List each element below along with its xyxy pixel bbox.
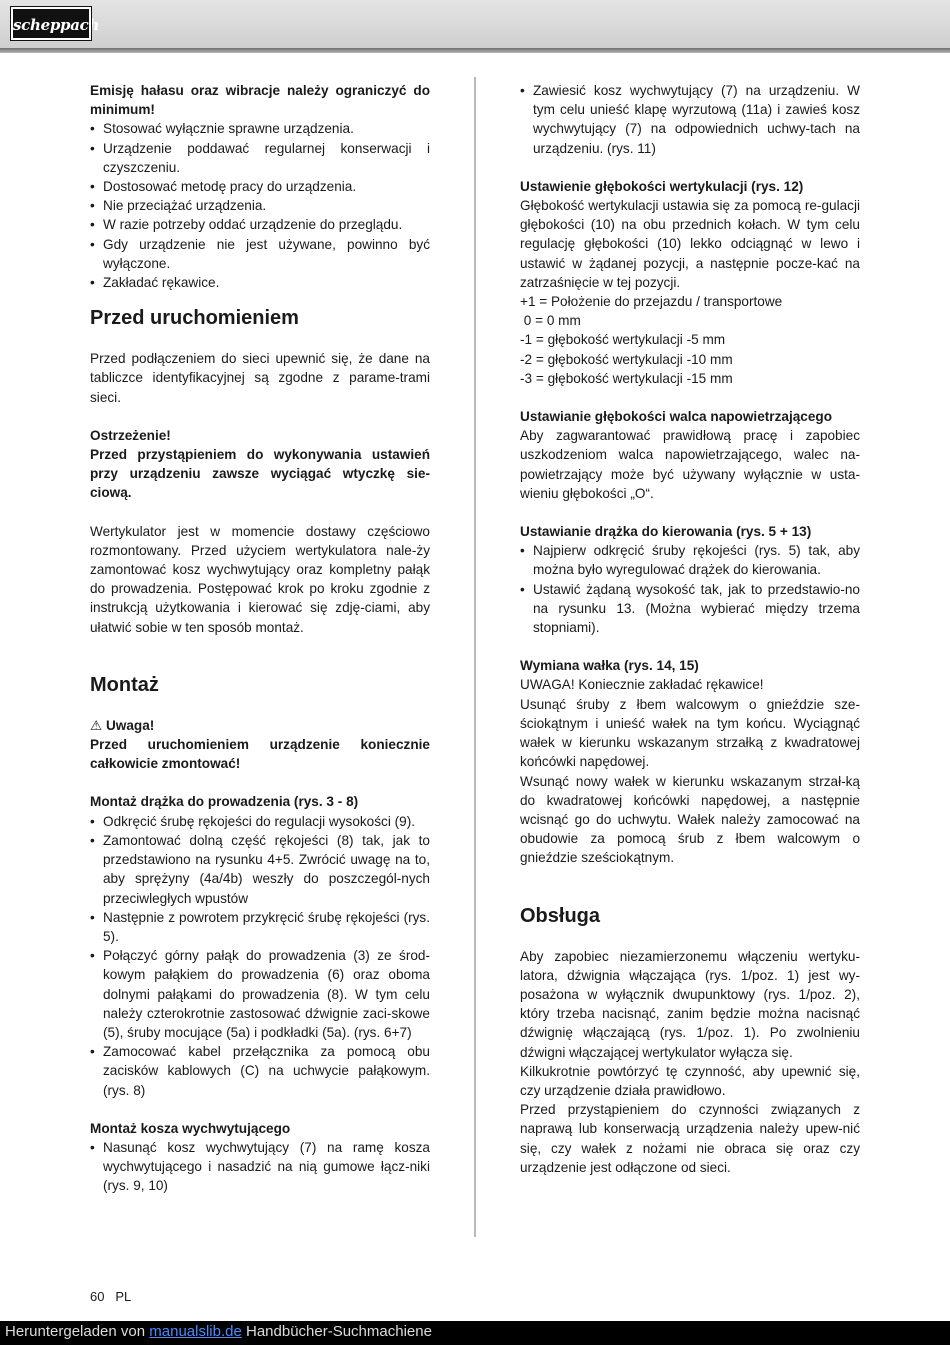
operation-paragraph: Aby zapobiec niezamierzonemu włączeniu wertyku-latora, dźwignia włączająca (rys. 1/poz. 1) jest wy-posażona w wyłącznik dwupunktowy (rys. 1/poz. 2), który trzeba nacisnąć, zanim będzie można nacisnąć dźwignię włączającą (rys. 1/poz. 1). Po zwolnieniu dźwigni włączającej wertykulator wyłącza się. Kilkukrotnie powtórzyć tę czynność, aby upewnić się, czy urządzenie działa prawidłowo. Przed przystąpieniem do czynności związanych z naprawą lub konserwacją urządzenia należy upew-nić się, czy wałek z nożami nie obraca się oraz czy urządzenie jest odłączone od sieci. (520, 948, 860, 1175)
list-item: • Nie przeciążać urządzenia. (90, 196, 430, 215)
header-band (0, 0, 950, 48)
caution-text: Przed uruchomieniem urządzenie koniecznie całkowicie zmontować! (90, 737, 430, 772)
caution-line (90, 716, 430, 735)
list-item: • Gdy urządzenie nie jest używane, powinno być wyłączone. (90, 235, 430, 273)
manualslib-link[interactable]: manualslib.de (149, 1323, 242, 1340)
noise-heading: Emisję hałasu oraz wibracje należy ograniczyć do minimum! (90, 83, 430, 118)
basket-assembly-heading: Montaż kosza wychwytującego (90, 1120, 291, 1136)
list-item: • Najpierw odkręcić śruby rękojeści (rys. 5) tak, aby można było wyregulować drążek do kierowania. (520, 541, 860, 579)
shaft-paragraph: UWAGA! Koniecznie zakładać rękawice! Usunąć śruby z łbem walcowym o gnieździe sze-ściokątnym i unieść wałek na tym końcu. Wyciągnąć wałek w kierunku wskazanym strzałką z kwadratowej końcówki napędowej. Wsunąć nowy wałek w kierunku wskazanym strzał-ką do kwadratowej końcówki napędowej, a następnie wcisnąć go do uchwytu. Wałek należy zamocować na obudowie za pomocą śrub z łbem walcowym o gnieździe sześciokątnym. (520, 677, 860, 866)
handle-assembly-list (90, 812, 430, 1100)
basket-assembly-list (90, 1138, 430, 1196)
roller-heading: Ustawianie głębokości walca napowietrzającego (520, 409, 833, 425)
caution-label: Uwaga! (105, 717, 155, 733)
download-banner (0, 1321, 950, 1345)
shaft-heading: Wymiana wałka (rys. 14, 15) (520, 658, 699, 674)
download-prefix: Heruntergeladen von (5, 1323, 150, 1340)
list-item: • Zawiesić kosz wychwytujący (7) na urządzeniu. W tym celu unieść klapę wyrzutową (11a) i zawieś kosz wychwytujący (7) na odpowiednich uchwy-tach na urządzeniu. (rys. 11) (520, 81, 860, 158)
list-item: • Zamocować kabel przełącznika za pomocą obu zacisków kablowych (C) na uchwycie pałąkowym. (rys. 8) (90, 1042, 430, 1100)
depth-setting-line: +1 = Położenie do przejazdu / transportowe (520, 294, 783, 310)
left-column (90, 81, 430, 1196)
list-item: • W razie potrzeby oddać urządzenie do przeglądu. (90, 215, 430, 234)
basket-hang-list (520, 81, 860, 158)
list-item: • Dostosować metodę pracy do urządzenia. (90, 177, 430, 196)
list-item: • Odkręcić śrubę rękojeści do regulacji wysokości (9). (90, 812, 430, 831)
page-number: 60 (90, 1289, 105, 1304)
header-divider (0, 48, 950, 53)
before-start-paragraph: Przed podłączeniem do sieci upewnić się, że dane na tabliczce identyfikacyjnej są zgodne z parame-trami sieci. (90, 351, 430, 405)
depth-setting-line: 0 = 0 mm (520, 313, 581, 329)
list-item: • Zakładać rękawice. (90, 273, 430, 292)
list-item: • Połączyć górny pałąk do prowadzenia (3) ze środ-kowym pałąkiem do prowadzenia (6) oraz oboma dolnymi pałąkami do prowadzenia (8). W tym celu należy czterokrotnie zastosować dźwignie zaci-skowe (5), śruby mocujące (5a) i podkładki (5a). (rys. 6+7) (90, 946, 430, 1042)
language-code: PL (115, 1289, 132, 1304)
delivery-paragraph: Wertykulator jest w momencie dostawy częściowo rozmontowany. Przed użyciem wertykulatora nale-ży zamontować kosz wychwytujący oraz kompletny pałąk do prowadzenia. Postępować krok po kroku zgodnie z instrukcją użytkowania i kierować się zdję-ciami, aby ułatwić sobie w ten sposób montaż. (90, 523, 430, 635)
list-item: • Zamontować dolną część rękojeści (8) tak, jak to przedstawiono na rysunku 4+5. Zwrócić uwagę na to, aby sprężyny (4a/4b) weszły do poszczegól-nych przeciwległych wpustów (90, 831, 430, 908)
warning-triangle-icon: ⚠ (90, 717, 103, 733)
section-title-operation: Obsługa (520, 904, 601, 927)
download-suffix: Handbücher-Suchmachiene (241, 1323, 432, 1340)
warning-label: Ostrzeżenie! (90, 427, 171, 443)
column-divider (474, 77, 476, 1237)
warning-text: Przed przystąpieniem do wykonywania ustawień przy urządzeniu zawsze wyciągać wtyczkę sie-ciową. (90, 447, 430, 501)
depth-paragraph: Głębokość wertykulacji ustawia się za pomocą re-gulacji głębokości (10) na obu przednich kołach. W tym celu regulację głębokości (10) lekko odciągnąć w lewo i ustawić w żądanej pozycji, a następnie pocze-kać na zatrzaśnięcie w tej pozycji. (520, 198, 860, 290)
section-title-before-start: Przed uruchomieniem (90, 307, 299, 330)
list-item: • Następnie z powrotem przykręcić śrubę rękojeści (rys. 5). (90, 908, 430, 946)
depth-setting-line: -2 = głębokość wertykulacji -10 mm (520, 351, 733, 367)
depth-setting-line: -1 = głębokość wertykulacji -5 mm (520, 332, 726, 348)
list-item: • Stosować wyłącznie sprawne urządzenia. (90, 119, 430, 138)
right-column (520, 81, 860, 1177)
section-title-assembly: Montaż (90, 673, 159, 696)
roller-paragraph: Aby zagwarantować prawidłową pracę i zapobiec uszkodzeniom walca napowietrzającego, walec na-powietrzający może być używany wyłącznie w usta-wieniu głębokości „O“. (520, 428, 860, 501)
list-item: • Urządzenie poddawać regularnej konserwacji i czyszczeniu. (90, 139, 430, 177)
noise-list (90, 119, 430, 292)
steering-list (520, 541, 860, 637)
depth-settings (520, 292, 860, 388)
handle-assembly-heading: Montaż drążka do prowadzenia (rys. 3 - 8) (90, 794, 359, 810)
depth-setting-line: -3 = głębokość wertykulacji -15 mm (520, 370, 733, 386)
depth-heading: Ustawienie głębokości wertykulacji (rys. 12) (520, 178, 804, 194)
list-item: • Ustawić żądaną wysokość tak, jak to przedstawio-no na rysunku 13. (Można wybierać między trzema stopniami). (520, 580, 860, 638)
list-item: • Nasunąć kosz wychwytujący (7) na ramę kosza wychwytującego i nasadzić na nią gumowe łącz-niki (rys. 9, 10) (90, 1138, 430, 1196)
steering-heading: Ustawianie drążka do kierowania (rys. 5 + 13) (520, 524, 812, 540)
brand-logo: scheppach (11, 7, 91, 40)
page-footer (90, 1289, 131, 1304)
